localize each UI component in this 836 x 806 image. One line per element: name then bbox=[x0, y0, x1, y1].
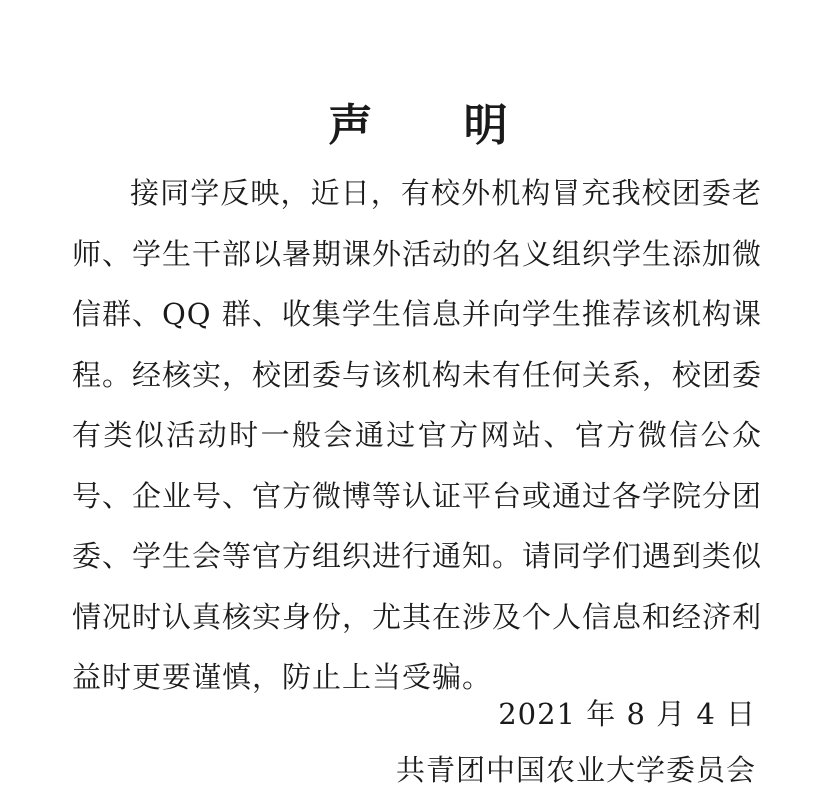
notice-title: 声 明 bbox=[328, 100, 546, 151]
notice-body: 接同学反映，近日，有校外机构冒充我校团委老师、学生干部以暑期课外活动的名义组织学生添加微信群、QQ 群、收集学生信息并向学生推荐该机构课程。经核实，校团委与该机构未有任何关系，校团委有类似活动时一般会通过官方网站、官方微信公众号、企业号、官方微博等认证平台或通过各学院分团委、学生会等官方组织进行通知。请同学们遇到类似情况时认真核实身份，尤其在涉及个人信息和经济利益时更要谨慎，防止上当受骗。 bbox=[72, 176, 763, 694]
notice-date: 2021 年 8 月 4 日 bbox=[498, 697, 756, 731]
issuing-organization: 共青团中国农业大学委员会 bbox=[395, 753, 756, 787]
